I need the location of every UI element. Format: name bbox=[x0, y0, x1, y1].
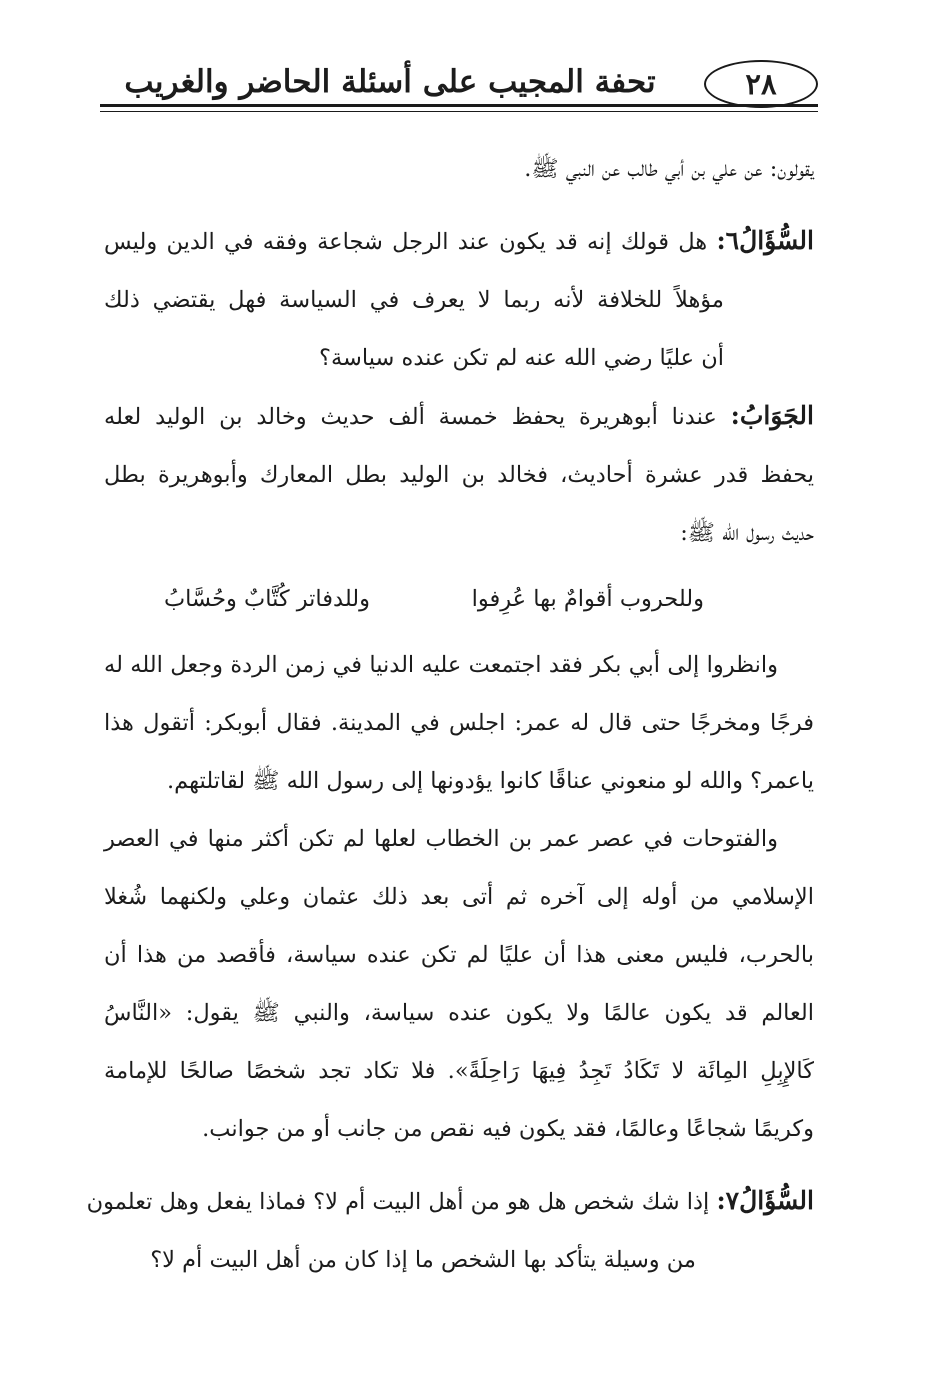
answer-6-line bbox=[104, 387, 814, 446]
question-7-text: إذا شك شخص هل هو من أهل البيت أم لا؟ فماذا يفعل وهل تعلمون bbox=[86, 1189, 717, 1215]
answer-6-text: عندنا أبوهريرة يحفظ خمسة ألف حديث وخالد بن الوليد لعله bbox=[104, 404, 731, 430]
paragraph-line: العالم قد يكون عالمًا ولا يكون عنده سياسة، والنبي ﷺ يقول: «النَّاسُ bbox=[104, 1000, 814, 1026]
paragraph-line: ياعمر؟ والله لو منعوني عناقًا كانوا يؤدونها إلى رسول الله ﷺ لقاتلتهم. bbox=[167, 768, 814, 794]
paragraph-line: فرجًا ومخرجًا حتى قال له عمر: اجلس في المدينة. فقال أبوبكر: أتقول هذا bbox=[104, 710, 814, 736]
question-7-label: السُّؤَالُ٧: bbox=[716, 1186, 814, 1215]
question-7-line bbox=[86, 1172, 814, 1231]
page-header bbox=[100, 62, 818, 122]
paragraph-line: والفتوحات في عصر عمر بن الخطاب لعلها لم تكن أكثر منها في العصر bbox=[104, 826, 778, 852]
intro-line: يقولون: عن علي بن أبي طالب عن النبي ﷺ. bbox=[524, 156, 814, 182]
header-rule-thick bbox=[100, 104, 818, 107]
question-7-line: من وسيلة يتأكد بها الشخص ما إذا كان من أهل البيت أم لا؟ bbox=[150, 1247, 696, 1273]
running-title: تحفة المجيب على أسئلة الحاضر والغريب bbox=[124, 64, 656, 100]
answer-6-line: حديث رسول الله ﷺ: bbox=[680, 520, 814, 546]
page-body bbox=[86, 140, 814, 1289]
answer-6-label: الجَوَابُ: bbox=[730, 401, 814, 430]
question-6-line: أن عليًا رضي الله عنه لم تكن عنده سياسة؟ bbox=[319, 345, 724, 371]
question-6-line bbox=[104, 212, 814, 271]
question-6-label: السُّؤَالُ٦: bbox=[716, 226, 814, 255]
paragraph-line: الإسلامي من أوله إلى آخره ثم أتى بعد ذلك عثمان وعلي ولكنهما شُغلا bbox=[104, 884, 814, 910]
question-6-text: هل قولك إنه قد يكون عند الرجل شجاعة وفقه في الدين وليس bbox=[104, 229, 717, 255]
poetry-verse bbox=[104, 570, 814, 628]
paragraph-line: وانظروا إلى أبي بكر فقد اجتمعت عليه الدنيا في زمن الردة وجعل الله له bbox=[104, 652, 778, 678]
paragraph-line: بالحرب، فليس معنى هذا أن عليًا لم تكن عنده سياسة، فأقصد من هذا أن bbox=[104, 942, 814, 968]
paragraph-line: وكريمًا شجاعًا وعالمًا، فقد يكون فيه نقص من جانب أو من جوانب. bbox=[202, 1116, 814, 1142]
verse-second-hemistich: وللدفاتر كُتَّابٌ وحُسَّابُ bbox=[164, 586, 370, 612]
header-rule-thin bbox=[100, 111, 818, 112]
paragraph-line: كَالإِبِلِ المِائَة لا تَكَادُ تَجِدُ فِيهَا رَاحِلَةً». فلا تكاد تجد شخصًا صالحًا للإمامة bbox=[104, 1058, 814, 1084]
question-6-line: مؤهلاً للخلافة لأنه ربما لا يعرف في السياسة فهل يقتضي ذلك bbox=[104, 287, 724, 313]
page-number-badge: ٢٨ bbox=[704, 60, 818, 108]
verse-first-hemistich: وللحروب أقوامٌ بها عُرِفوا bbox=[471, 586, 704, 612]
answer-6-line: يحفظ قدر عشرة أحاديث، فخالد بن الوليد بطل المعارك وأبوهريرة بطل bbox=[104, 462, 814, 488]
